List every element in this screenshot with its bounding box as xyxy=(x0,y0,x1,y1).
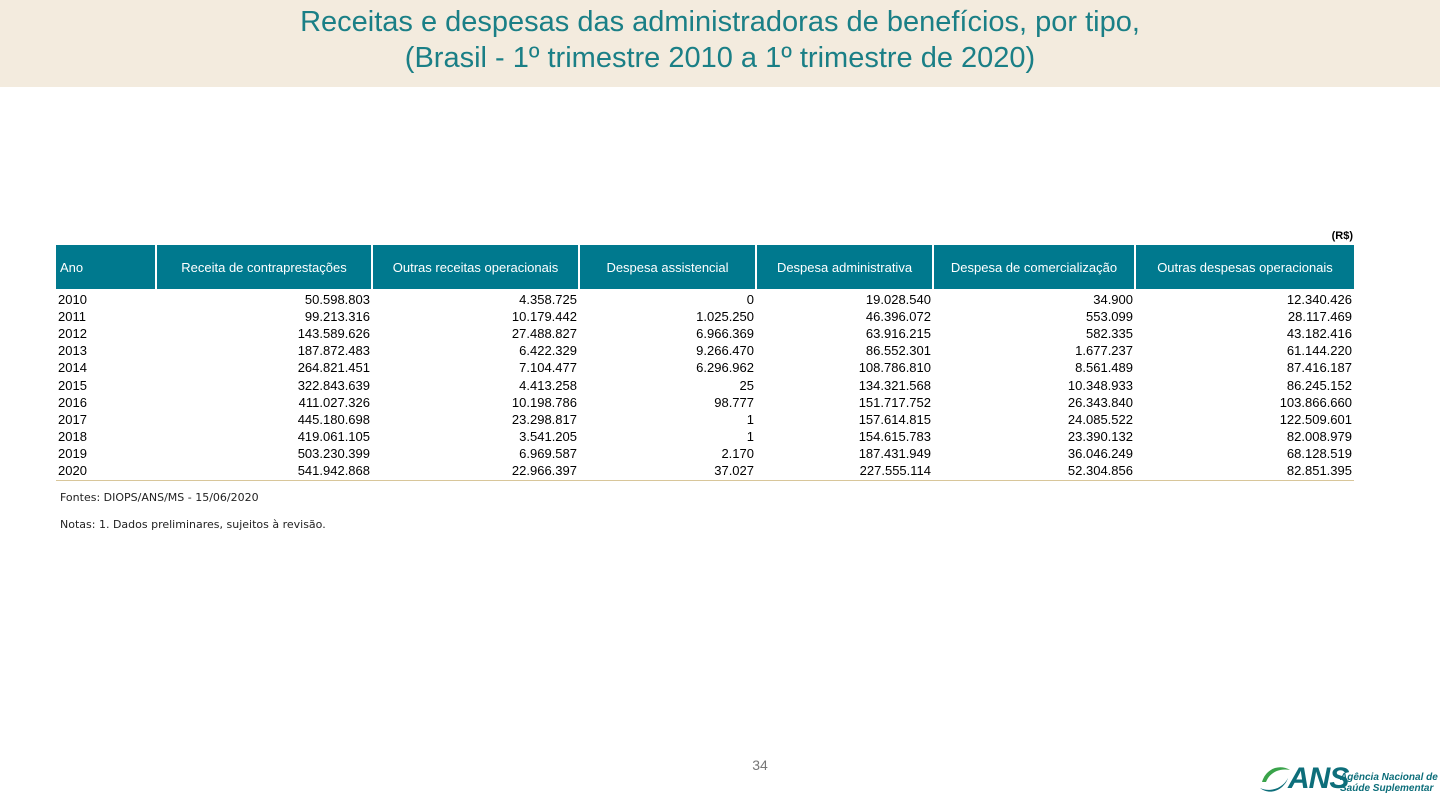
year-cell: 2013 xyxy=(58,343,87,359)
year-cell: 2016 xyxy=(58,394,87,410)
footnote: Notas: 1. Dados preliminares, sujeitos à revisão. xyxy=(60,518,326,531)
value-cell: 157.614.815 xyxy=(858,411,931,427)
year-cell: 2014 xyxy=(58,360,87,376)
value-cell: 52.304.856 xyxy=(933,463,1135,481)
value-cell: 82.008.979 xyxy=(1286,429,1352,445)
value-cell: 4.358.725 xyxy=(519,291,577,307)
value-cell: 1 xyxy=(746,411,754,427)
value-cell: 63.916.215 xyxy=(865,325,931,341)
table-row xyxy=(56,308,1354,325)
column-header-despesa-comercializacao: Despesa de comercialização xyxy=(933,245,1135,289)
table-body xyxy=(56,289,1354,481)
value-cell: 187.872.483 xyxy=(297,343,370,359)
value-cell: 24.085.522 xyxy=(1067,411,1133,427)
year-cell: 2012 xyxy=(58,325,87,341)
value-cell: 122.509.601 xyxy=(1279,411,1352,427)
value-cell: 36.046.249 xyxy=(1067,446,1133,462)
logo-subtitle-line-2: Saúde Suplementar xyxy=(1340,783,1434,794)
value-cell: 25 xyxy=(739,377,754,393)
value-cell: 28.117.469 xyxy=(1287,308,1352,324)
value-cell: 50.598.803 xyxy=(304,291,370,307)
value-cell: 411.027.326 xyxy=(298,394,370,410)
table-row xyxy=(56,446,1354,463)
value-cell: 22.966.397 xyxy=(372,463,579,481)
column-header-receita-contraprestacoes: Receita de contraprestações xyxy=(156,245,372,289)
logo-wordmark: ANS xyxy=(1288,762,1349,795)
value-cell: 322.843.639 xyxy=(297,377,370,393)
value-cell: 1.025.250 xyxy=(696,308,754,324)
value-cell: 6.966.369 xyxy=(696,325,754,341)
table-row xyxy=(56,394,1354,411)
value-cell: 1 xyxy=(746,429,754,445)
value-cell: 553.099 xyxy=(1086,308,1133,324)
value-cell: 12.340.426 xyxy=(1286,291,1352,307)
ans-logo xyxy=(1258,760,1438,800)
value-cell: 503.230.399 xyxy=(297,446,370,462)
value-cell: 23.390.132 xyxy=(1067,429,1133,445)
logo-subtitle xyxy=(1340,772,1438,794)
value-cell: 151.717.752 xyxy=(858,394,931,410)
year-cell: 2015 xyxy=(58,377,87,393)
column-header-despesa-administrativa: Despesa administrativa xyxy=(756,245,933,289)
value-cell: 10.348.933 xyxy=(1067,377,1133,393)
column-header-outras-receitas: Outras receitas operacionais xyxy=(372,245,579,289)
value-cell: 10.198.786 xyxy=(511,394,577,410)
year-cell: 2017 xyxy=(58,411,87,427)
value-cell: 86.245.152 xyxy=(1286,377,1352,393)
value-cell: 10.179.442 xyxy=(511,308,577,324)
value-cell: 61.144.220 xyxy=(1286,343,1352,359)
table-row xyxy=(56,429,1354,446)
value-cell: 4.413.258 xyxy=(519,377,577,393)
year-cell: 2018 xyxy=(58,429,87,445)
value-cell: 34.900 xyxy=(1093,291,1133,307)
value-cell: 154.615.783 xyxy=(858,429,931,445)
value-cell: 0 xyxy=(746,291,754,307)
value-cell: 134.321.568 xyxy=(858,377,931,393)
value-cell: 419.061.105 xyxy=(297,429,370,445)
year-cell: 2011 xyxy=(58,308,86,324)
table-row xyxy=(56,343,1354,360)
value-cell: 1.677.237 xyxy=(1075,343,1133,359)
column-header-despesa-assistencial: Despesa assistencial xyxy=(579,245,756,289)
title-line-2: (Brasil - 1º trimestre 2010 a 1º trimestre de 2020) xyxy=(404,42,1036,74)
value-cell: 2.170 xyxy=(721,446,754,462)
page-number: 34 xyxy=(752,757,768,773)
ans-logo-swoosh-icon xyxy=(1258,762,1292,796)
year-cell: 2010 xyxy=(58,291,87,307)
value-cell: 541.942.868 xyxy=(156,463,372,481)
currency-unit: (R$) xyxy=(1331,230,1353,242)
table-row xyxy=(56,377,1354,394)
value-cell: 108.786.810 xyxy=(858,360,931,376)
value-cell: 6.296.962 xyxy=(696,360,754,376)
value-cell: 187.431.949 xyxy=(858,446,931,462)
value-cell: 37.027 xyxy=(579,463,756,481)
value-cell: 227.555.114 xyxy=(756,463,933,481)
value-cell: 46.396.072 xyxy=(865,308,931,324)
value-cell: 86.552.301 xyxy=(865,343,931,359)
value-cell: 6.969.587 xyxy=(519,446,577,462)
value-cell: 23.298.817 xyxy=(511,411,577,427)
table-row xyxy=(56,360,1354,377)
value-cell: 6.422.329 xyxy=(519,343,577,359)
logo-subtitle-line-1: Agência Nacional de xyxy=(1340,772,1438,783)
column-header-outras-despesas: Outras despesas operacionais xyxy=(1135,245,1354,289)
value-cell: 19.028.540 xyxy=(865,291,931,307)
value-cell: 582.335 xyxy=(1086,325,1133,341)
table-row xyxy=(56,463,1354,481)
page-title xyxy=(0,4,1440,76)
title-line-1: Receitas e despesas das administradoras de benefícios, por tipo, xyxy=(300,6,1140,38)
value-cell: 26.343.840 xyxy=(1067,394,1133,410)
value-cell: 99.213.316 xyxy=(304,308,370,324)
table-row xyxy=(56,411,1354,428)
value-cell: 9.266.470 xyxy=(696,343,754,359)
table-row xyxy=(56,325,1354,342)
year-cell: 2020 xyxy=(56,463,156,481)
value-cell: 143.589.626 xyxy=(297,325,370,341)
data-table xyxy=(56,245,1354,481)
value-cell: 103.866.660 xyxy=(1279,394,1352,410)
value-cell: 27.488.827 xyxy=(511,325,577,341)
value-cell: 8.561.489 xyxy=(1075,360,1133,376)
source-note: Fontes: DIOPS/ANS/MS - 15/06/2020 xyxy=(60,491,259,504)
value-cell: 3.541.205 xyxy=(519,429,577,445)
value-cell: 87.416.187 xyxy=(1286,360,1352,376)
value-cell: 82.851.395 xyxy=(1135,463,1354,481)
value-cell: 264.821.451 xyxy=(297,360,370,376)
value-cell: 43.182.416 xyxy=(1286,325,1352,341)
value-cell: 7.104.477 xyxy=(519,360,577,376)
year-cell: 2019 xyxy=(58,446,87,462)
table-header-row xyxy=(56,245,1354,289)
value-cell: 68.128.519 xyxy=(1286,446,1352,462)
value-cell: 445.180.698 xyxy=(297,411,370,427)
column-header-ano: Ano xyxy=(56,245,156,289)
value-cell: 98.777 xyxy=(714,394,754,410)
table-row xyxy=(56,289,1354,308)
